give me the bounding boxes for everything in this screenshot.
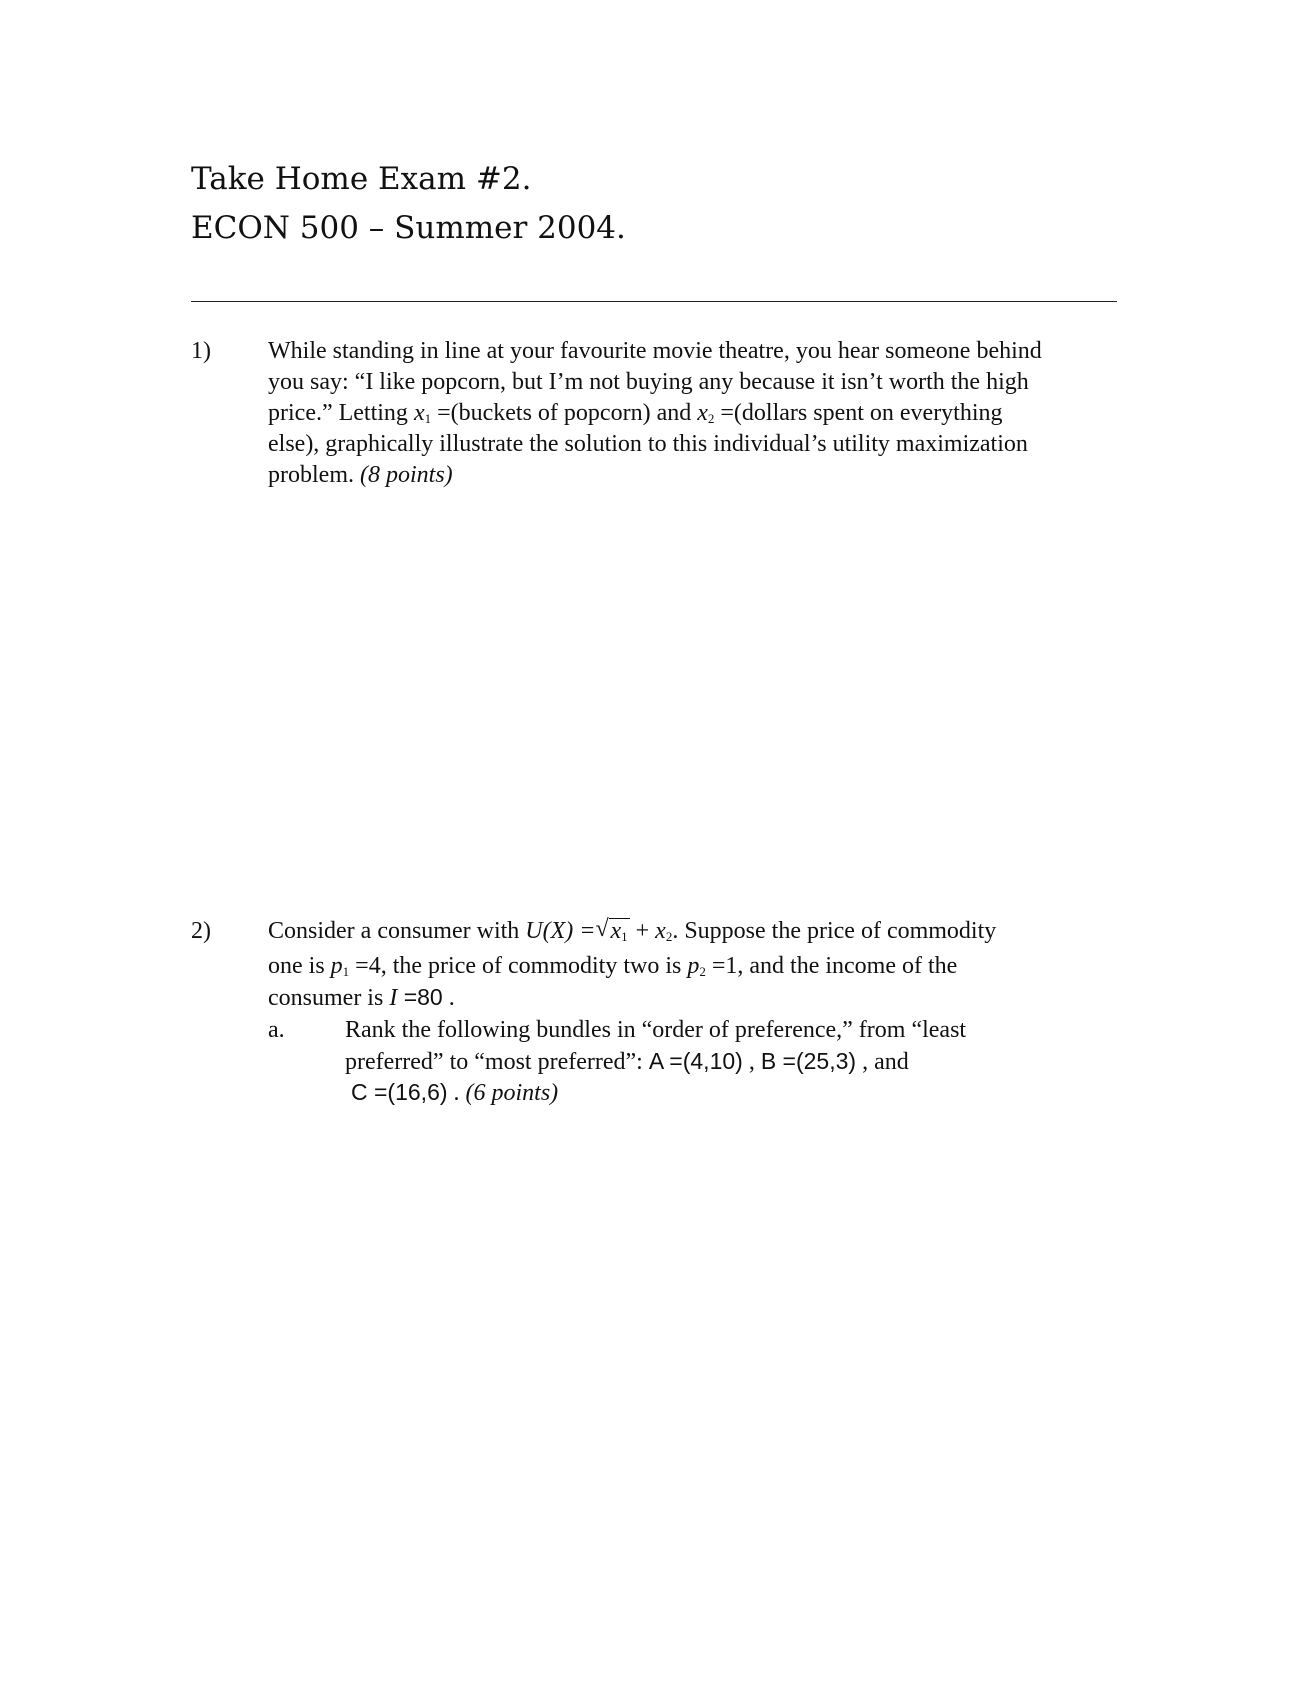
price-p2: $p_2 =1$ [687, 953, 738, 979]
part-a-line-1: Rank the following bundles in “order of preference,” from “least [345, 1017, 967, 1043]
part-a-text [345, 1015, 1105, 1108]
question-2-text [268, 916, 1128, 1013]
bundle-c: C =(16,6) [351, 1079, 448, 1105]
q1-line-5: problem. (8 points) [268, 462, 453, 488]
q1-line-1: While standing in line at your favourite movie theatre, you hear someone behind [268, 338, 1042, 364]
question-2-number: 2) [191, 918, 211, 944]
price-p1: $p_1 =4$ [330, 953, 381, 979]
q1-line-2: you say: “I like popcorn, but I’m not buying any because it isn’t worth the high [268, 369, 1029, 395]
question-1-number: 1) [191, 338, 211, 364]
bundle-b: B =(25,3) [760, 1048, 857, 1074]
q2-line-3: consumer is I =80 . [268, 984, 455, 1011]
course-title: ECON 500 – Summer 2004. [191, 210, 626, 246]
income: I =80 [389, 984, 443, 1011]
bundle-a: A =(4,10) [648, 1048, 743, 1074]
q1-points: (8 points) [359, 462, 453, 488]
question-1-text [268, 336, 1128, 491]
part-a-points: (6 points) [465, 1080, 559, 1106]
q1-line-4: else), graphically illustrate the solution to this individual’s utility maximization [268, 431, 1028, 457]
part-a-line-3: C =(16,6) . (6 points) [351, 1079, 559, 1106]
exam-title: Take Home Exam #2. [191, 161, 532, 197]
part-a-line-2: preferred” to “most preferred”: A =(4,10) , B =(25,3) , and [345, 1048, 909, 1075]
q1-line-3: price.” Letting $x_1$ =(buckets of popcorn) and $x_2$ =(dollars spent on everything [268, 400, 1003, 426]
q2-line-1: Consider a consumer with U(X) = √ $x_1 + x_2$. Suppose the price of commodity [268, 916, 1128, 951]
utility-function: U(X) = √ $x_1 + x_2$ [525, 918, 672, 944]
sqrt-symbol: √ $x_1$ [595, 916, 629, 949]
part-a-label: a. [268, 1017, 285, 1043]
q2-line-2: one is $p_1 =4$, the price of commodity two is $p_2 =1$, and the income of the [268, 953, 958, 979]
var-x1: $x_1$ [413, 400, 432, 426]
var-x2: $x_2$ [697, 400, 715, 426]
header-divider [191, 301, 1117, 302]
